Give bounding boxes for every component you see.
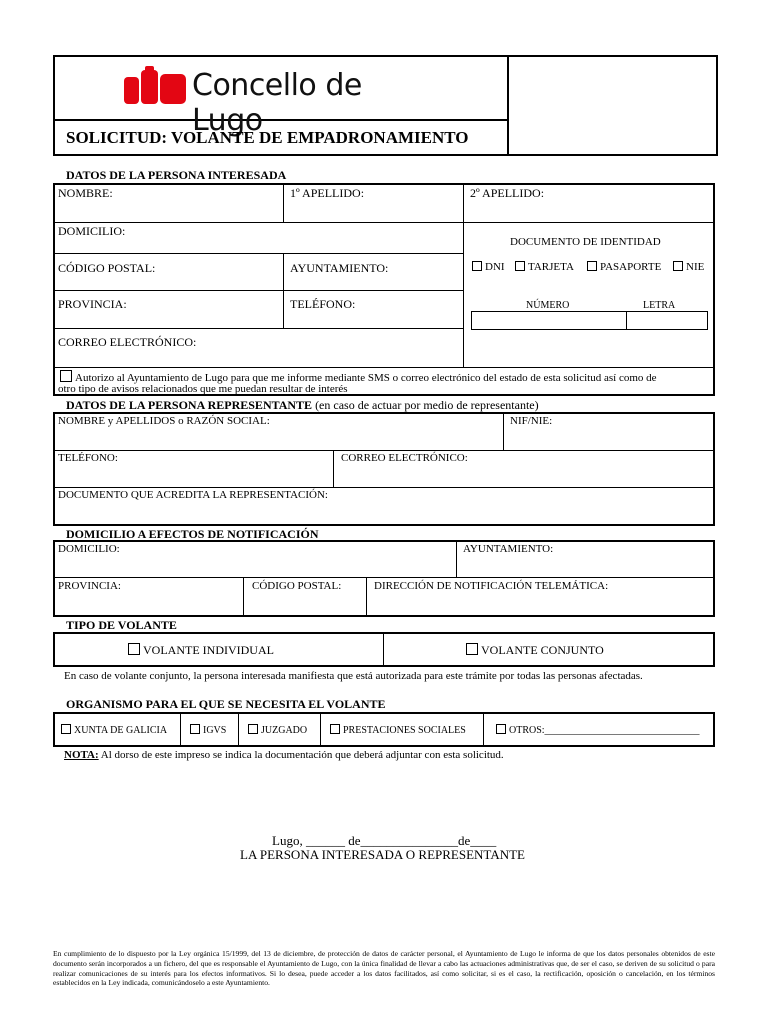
divider — [483, 712, 484, 747]
checkbox-icon — [466, 643, 478, 655]
checkbox-icon — [472, 261, 482, 271]
checkbox-icon — [515, 261, 525, 271]
volante-conjunto-checkbox[interactable]: VOLANTE CONJUNTO — [466, 643, 604, 658]
checkbox-icon — [673, 261, 683, 271]
numero-label: NÚMERO — [526, 300, 570, 311]
section-heading-organismo: ORGANISMO PARA EL QUE SE NECESITA EL VOLANTE — [66, 697, 386, 711]
notificacion-box — [53, 540, 715, 617]
divider — [333, 450, 334, 488]
logo-mark-icon — [124, 66, 188, 108]
doc-option-dni[interactable]: DNI — [472, 261, 505, 273]
ayuntamiento-label: AYUNTAMIENTO: — [290, 261, 389, 275]
divider — [366, 577, 367, 617]
section-heading-tipo: TIPO DE VOLANTE — [66, 618, 177, 632]
divider — [456, 540, 457, 578]
checkbox-icon — [190, 724, 200, 734]
codigo-postal-label: CÓDIGO POSTAL: — [58, 261, 156, 275]
rep-nombre-label: NOMBRE y APELLIDOS o RAZÓN SOCIAL: — [58, 415, 270, 427]
divider — [283, 253, 284, 329]
divider — [53, 487, 715, 488]
firmante-label: LA PERSONA INTERESADA O REPRESENTANTE — [240, 847, 525, 862]
checkbox-icon — [587, 261, 597, 271]
checkbox-icon — [496, 724, 506, 734]
rep-documento-label: DOCUMENTO QUE ACREDITA LA REPRESENTACIÓN: — [58, 489, 328, 501]
not-provincia-label: PROVINCIA: — [58, 580, 121, 592]
doc-option-pasaporte[interactable]: PASAPORTE — [587, 261, 661, 273]
organismo-option-xunta[interactable]: XUNTA DE GALICIA — [61, 724, 167, 736]
nombre-label: NOMBRE: — [58, 186, 113, 200]
telefono-label: TELÉFONO: — [290, 297, 356, 311]
organismo-option-otros[interactable]: OTROS:_______________________________ — [496, 724, 700, 736]
concello-logo — [124, 66, 424, 138]
rep-nif-label: NIF/NIE: — [510, 415, 553, 427]
correo-label: CORREO ELECTRÓNICO: — [58, 335, 197, 349]
divider — [320, 712, 321, 747]
organismo-option-prestaciones[interactable]: PRESTACIONES SOCIALES — [330, 724, 466, 736]
header-divider-vertical — [507, 55, 509, 156]
section-heading-interesada: DATOS DE LA PERSONA INTERESADA — [66, 168, 287, 182]
not-direccion-label: DIRECCIÓN DE NOTIFICACIÓN TELEMÁTICA: — [374, 580, 609, 592]
numero-input[interactable] — [471, 311, 627, 330]
apellido1-label: 1º APELLIDO: — [290, 186, 365, 200]
divider — [53, 577, 715, 578]
volante-individual-checkbox[interactable]: VOLANTE INDIVIDUAL — [128, 643, 274, 658]
domicilio-label: DOMICILIO: — [58, 224, 126, 238]
page-title: SOLICITUD: VOLANTE DE EMPADRONAMIENTO — [66, 128, 469, 147]
doc-option-tarjeta[interactable]: TARJETA — [515, 261, 574, 273]
divider — [53, 290, 464, 291]
not-codigo-postal-label: CÓDIGO POSTAL: — [252, 580, 342, 592]
autorizo-text-line2: otro tipo de avisos relacionados que me puedan resultar de interés — [58, 383, 348, 395]
fecha-line: Lugo, ______ de_______________de____ — [272, 833, 497, 848]
section-heading-representante: DATOS DE LA PERSONA REPRESENTANTE (en caso de actuar por medio de representante) — [66, 398, 539, 412]
letra-label: LETRA — [643, 300, 676, 311]
representante-box — [53, 412, 715, 526]
rep-telefono-label: TELÉFONO: — [58, 452, 118, 464]
divider — [53, 367, 715, 368]
autorizo-checkbox[interactable]: Autorizo al Ayuntamiento de Lugo para que me informe mediante SMS o correo electrónico del estado de esta solicitud así como de — [60, 370, 657, 384]
divider — [53, 222, 715, 223]
checkbox-icon — [128, 643, 140, 655]
divider — [283, 183, 284, 223]
checkbox-icon — [330, 724, 340, 734]
divider — [180, 712, 181, 747]
rep-correo-label: CORREO ELECTRÓNICO: — [341, 452, 468, 464]
section-heading-notificacion: DOMICILIO A EFECTOS DE NOTIFICACIÓN — [66, 527, 319, 541]
organismo-option-juzgado[interactable]: JUZGADO — [248, 724, 307, 736]
divider — [243, 577, 244, 617]
letra-input[interactable] — [626, 311, 708, 330]
legal-footer: En cumplimiento de lo dispuesto por la Ley orgánica 15/1999, del 13 de diciembre, de protección de datos de carácter personal, el Ayuntamiento de Lugo le informa de que los datos personales obtenidos de este documento serán incorporados a un fichero, del que es responsable el Ayuntamiento de Lugo, con la única finalidad de llevar a cabo las actuaciones administrativas que, de ser el caso, se deriven de su solicitud o para realizar comunicaciones de su interés para los efectos informativos. Si lo desea, puede acceder a los datos facilitados, así como solicitar, si es el caso, la rectificación, oposición o cancelación, en los términos establecidos en la Ley indicada, comunicándoselo a este Ayuntamiento. — [53, 949, 715, 988]
divider — [503, 412, 504, 451]
apellido2-label: 2º APELLIDO: — [470, 186, 545, 200]
organismo-option-igvs[interactable]: IGVS — [190, 724, 226, 736]
checkbox-icon — [61, 724, 71, 734]
divider — [383, 632, 384, 667]
divider — [463, 183, 464, 368]
checkbox-icon — [60, 370, 72, 382]
provincia-label: PROVINCIA: — [58, 297, 127, 311]
checkbox-icon — [248, 724, 258, 734]
not-domicilio-label: DOMICILIO: — [58, 543, 120, 555]
divider — [53, 253, 464, 254]
divider — [53, 450, 715, 451]
doc-identidad-label: DOCUMENTO DE IDENTIDAD — [510, 236, 661, 248]
logo-text: Concello de Lugo — [192, 68, 362, 138]
nota-conjunto-text: En caso de volante conjunto, la persona interesada manifiesta que está autorizada para este trámite por todas las personas afectadas. — [64, 670, 643, 682]
divider — [238, 712, 239, 747]
nota-text: NOTA: Al dorso de este impreso se indica la documentación que deberá adjuntar con esta solicitud. — [64, 749, 504, 761]
doc-option-nie[interactable]: NIE — [673, 261, 704, 273]
not-ayuntamiento-label: AYUNTAMIENTO: — [463, 543, 554, 555]
divider — [53, 328, 464, 329]
